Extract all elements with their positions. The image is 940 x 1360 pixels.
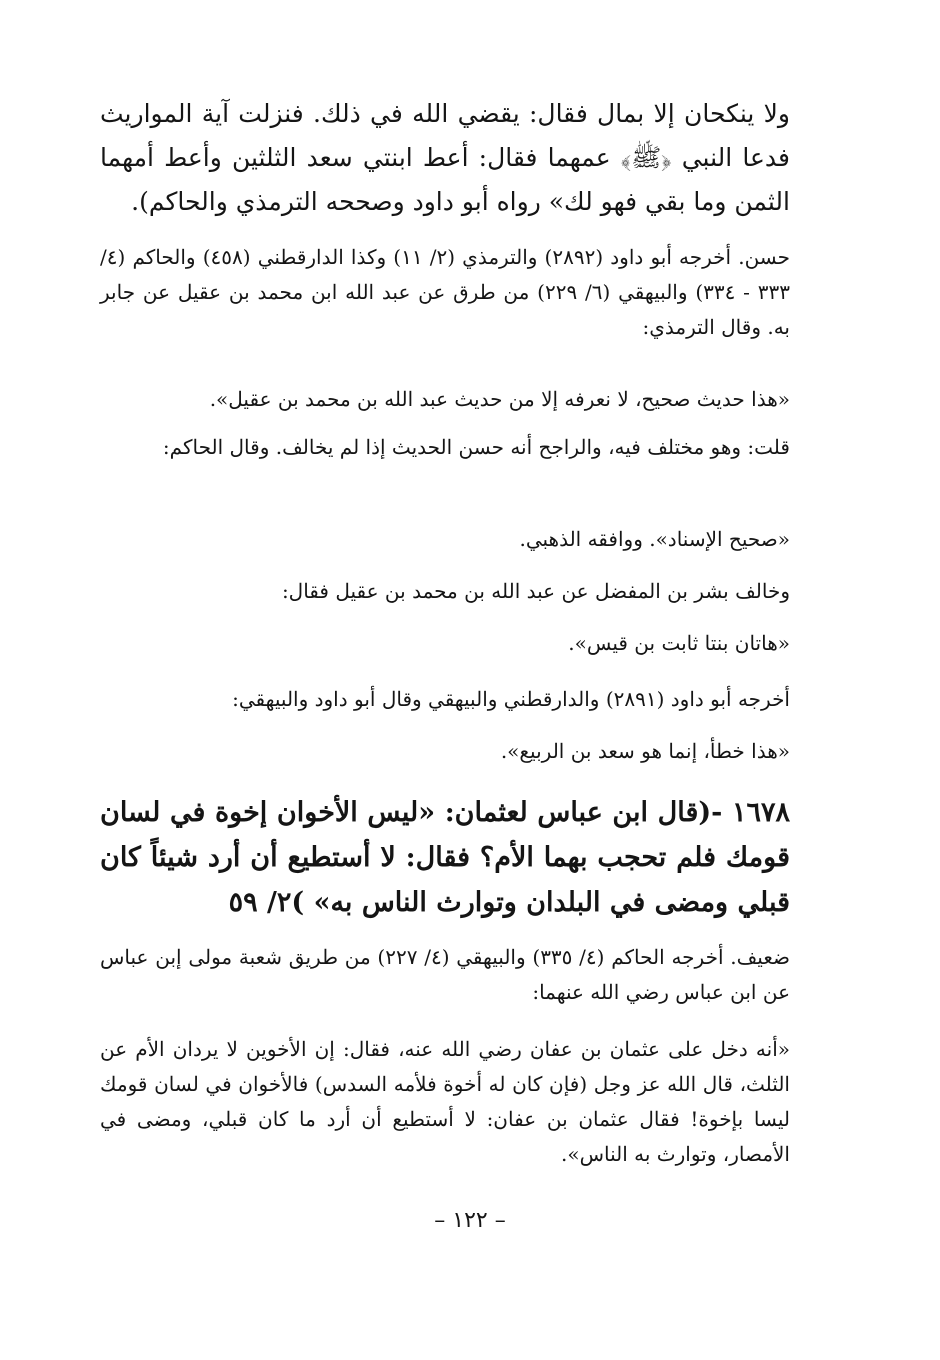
hadith-1678-heading-paragraph: ١٦٧٨ -(قال ابن عباس لعثمان: «ليس الأخوان إخوة في لسان قومك فلم تحجب بهما الأم؟ فقال: لا أستطيع أن أرد شيئاً كان قبلي ومضى في البلدان وتوارث الناس به» )٢/ ٥٩ — [100, 797, 790, 918]
quotation-uthman-narration: «أنه دخل على عثمان بن عفان رضي الله عنه، فقال: إن الأخوين لا يردان الأم عن الثلث، قال الله عز وجل (فإن كان له أخوة فلأمه السدس) فالأخوان في لسان قومك ليسا بإخوة! فقال عثمان بن عفان: لا أستطيع أن أرد ما كان قبلي، ومضى في الأمصار، وتوارث به الناس». — [100, 1037, 790, 1166]
grading-takhrij-paragraph: ضعيف. أخرجه الحاكم (٤/ ٣٣٥) والبيهقي (٤/ ٢٢٧) من طريق شعبة مولى إبن عباس عن ابن عباس رضي الله عنهما: — [100, 945, 790, 1004]
page-number: – ١٢٢ – — [434, 1208, 506, 1233]
footnote-takhrij-paragraph: حسن. أخرجه أبو داود (٢٨٩٢) والترمذي (٢/ ١١) وكذا الدارقطني (٤٥٨) والحاكم (٤/ ٣٣٣ - ٣٣٤) والبيهقي (٦/ ٢٢٩) من طرق عن عبد الله ابن محمد بن عقيل عن جابر به. وقال الترمذي: — [100, 245, 791, 339]
main-text-paragraph: ولا ينكحان إلا بمال فقال: يقضي الله في ذلك. فنزلت آية المواريث فدعا النبي ﴿ﷺ﴾ عمهما فقال: أعط ابنتي سعد الثلثين وأعط أمهما الثمن وما بقي فهو لك» رواه أبو داود وصححه الترمذي والحاكم). — [100, 99, 790, 216]
takhrij-abu-dawud-paragraph: أخرجه أبو داود (٢٨٩١) والدارقطني والبيهقي وقال أبو داود والبيهقي: — [232, 687, 790, 711]
commentary-paragraph: قلت: وهو مختلف فيه، والراجح أنه حسن الحديث إذا لم يخالف. وقال الحاكم: — [162, 435, 790, 459]
quotation-hakim: «صحيح الإسناد». ووافقه الذهبي. — [519, 527, 790, 551]
narration-variant-paragraph: وخالف بشر بن المفضل عن عبد الله بن محمد بن عقيل فقال: — [281, 579, 790, 603]
quotation-error-note: «هذا خطأ، إنما هو سعد بن الربيع». — [500, 739, 790, 763]
quotation-variant: «هاتان بنتا ثابت بن قيس». — [568, 631, 790, 655]
quotation-tirmidhi: «هذا حديث صحيح، لا نعرفه إلا من حديث عبد الله بن محمد بن عقيل». — [209, 387, 790, 411]
